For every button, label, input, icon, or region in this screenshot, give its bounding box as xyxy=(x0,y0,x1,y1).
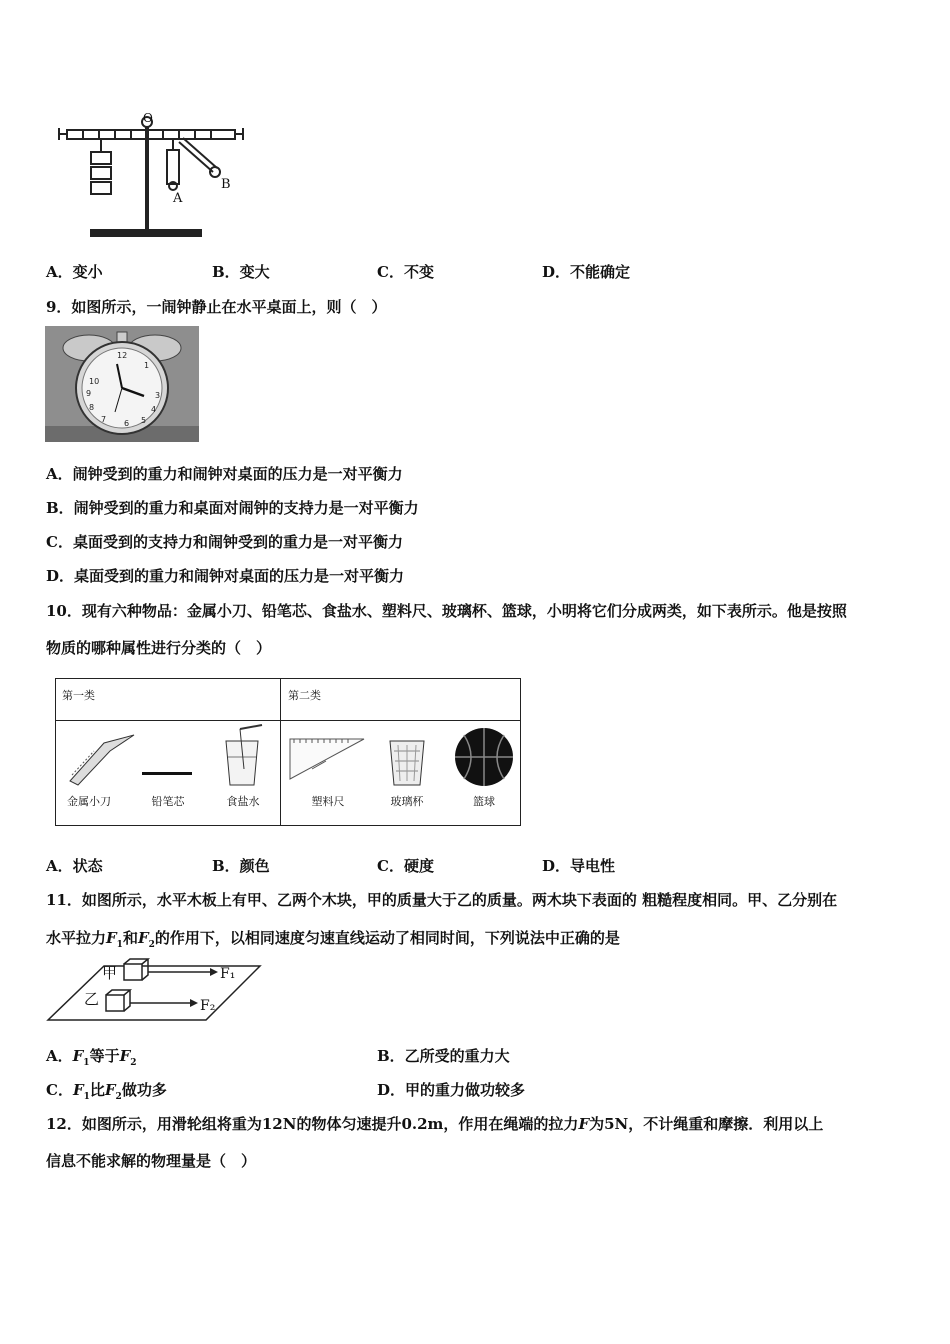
block-jia-label: 甲 xyxy=(102,964,118,982)
clock-3: 3 xyxy=(155,391,161,400)
lever-figure xyxy=(55,112,255,244)
item-label-knife: 金属小刀 xyxy=(67,795,111,808)
basketball-icon xyxy=(452,725,516,789)
lever-label-o: O xyxy=(143,112,153,125)
q8-option-b[interactable]: B．变大 xyxy=(212,263,270,281)
q11-option-a[interactable]: A．$F_1$等于$F_2$ xyxy=(46,1047,137,1068)
clock-7: 7 xyxy=(101,415,107,424)
lever-label-b: B xyxy=(221,177,231,192)
q9-option-a[interactable]: A．闹钟受到的重力和闹钟对桌面的压力是一对平衡力 xyxy=(46,465,403,483)
clock-8: 8 xyxy=(89,403,95,412)
q12-stem-line1: 12．如图所示，用滑轮组将重为12N的物体匀速提升0.2m，作用在绳端的拉力F为5N，不计绳重和摩擦．利用以上 xyxy=(46,1115,824,1133)
salt-water-cup-icon xyxy=(220,723,264,789)
q8-option-c[interactable]: C．不变 xyxy=(377,263,434,281)
item-label-pencil-lead: 铅笔芯 xyxy=(151,795,185,808)
q11-option-b[interactable]: B．乙所受的重力大 xyxy=(377,1047,510,1065)
pencil-lead-icon xyxy=(140,769,194,779)
q10-option-d[interactable]: D．导电性 xyxy=(542,857,616,875)
q11-option-d[interactable]: D．甲的重力做功较多 xyxy=(377,1081,526,1099)
q9-option-d[interactable]: D．桌面受到的重力和闹钟对桌面的压力是一对平衡力 xyxy=(46,567,405,585)
clock-12: 12 xyxy=(117,351,128,360)
classification-table xyxy=(55,678,521,826)
item-label-salt-water: 食盐水 xyxy=(226,795,260,808)
q10-option-b[interactable]: B．颜色 xyxy=(212,857,270,875)
q11-stem-line1: 11．如图所示，水平木板上有甲、乙两个木块，甲的质量大于乙的质量。两木块下表面的 粗糙程度相同。甲、乙分别在 xyxy=(46,891,838,909)
q8-option-a[interactable]: A．变小 xyxy=(46,263,103,281)
q11-stem-line2: 水平拉力$F_1$和$F_2$的作用下，以相同速度匀速直线运动了相同时间，下列说法中正确的是 xyxy=(46,929,620,950)
knife-icon xyxy=(64,729,138,789)
clock-1: 1 xyxy=(144,361,150,370)
item-label-glass-cup: 玻璃杯 xyxy=(390,795,424,808)
clock-10: 10 xyxy=(89,377,100,386)
q10-option-c[interactable]: C．硬度 xyxy=(377,857,434,875)
q10-stem-line2: 物质的哪种属性进行分类的（ ） xyxy=(46,639,272,657)
glass-cup-icon xyxy=(386,737,428,789)
q9-stem: 9．如图所示，一闹钟静止在水平桌面上，则（ ） xyxy=(46,298,387,316)
force-f1-label: F₁ xyxy=(220,966,236,982)
force-f2-label: F₂ xyxy=(200,998,216,1014)
q10-stem-line1: 10．现有六种物品：金属小刀、铅笔芯、食盐水、塑料尺、玻璃杯、篮球，小明将它们分成两类，如下表所示。他是按照 xyxy=(46,602,847,620)
blocks-figure xyxy=(46,958,264,1024)
table-header-class2: 第二类 xyxy=(288,689,321,702)
q12-stem-line2: 信息不能求解的物理量是（ ） xyxy=(46,1152,257,1170)
q9-option-b[interactable]: B．闹钟受到的重力和桌面对闹钟的支持力是一对平衡力 xyxy=(46,499,419,517)
block-yi-label: 乙 xyxy=(84,990,100,1008)
alarm-clock-image xyxy=(45,326,199,442)
item-label-basketball: 篮球 xyxy=(473,795,495,808)
q8-option-d[interactable]: D．不能确定 xyxy=(542,263,631,281)
q11-option-c[interactable]: C．$F_1$比$F_2$做功多 xyxy=(46,1081,167,1102)
q9-option-c[interactable]: C．桌面受到的支持力和闹钟受到的重力是一对平衡力 xyxy=(46,533,403,551)
clock-6: 6 xyxy=(124,419,130,428)
clock-9: 9 xyxy=(86,389,92,398)
q10-option-a[interactable]: A．状态 xyxy=(46,857,103,875)
clock-4: 4 xyxy=(151,405,157,414)
lever-label-a: A xyxy=(173,191,183,206)
clock-5: 5 xyxy=(141,416,147,425)
plastic-ruler-icon xyxy=(286,735,368,785)
table-header-class1: 第一类 xyxy=(62,689,95,702)
item-label-plastic-ruler: 塑料尺 xyxy=(311,795,345,808)
